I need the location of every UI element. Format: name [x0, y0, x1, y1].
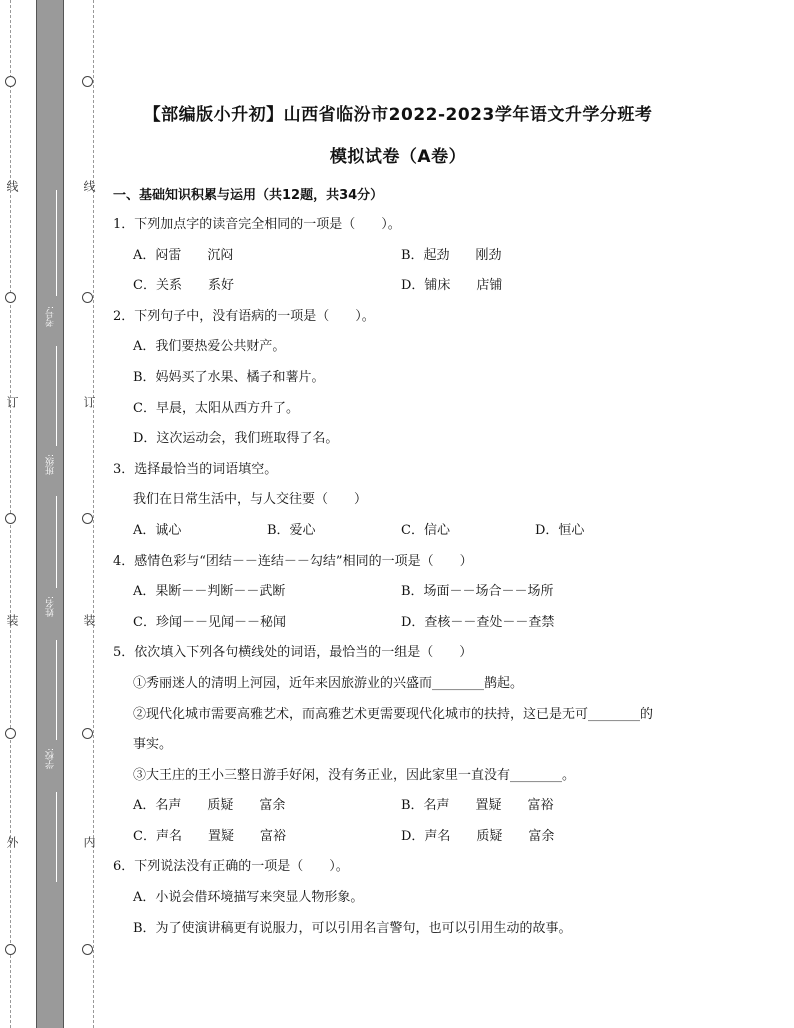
- inner-line-char: 线: [82, 180, 96, 192]
- option-a: A．诚心: [133, 522, 182, 538]
- option-a: A．闷雷 沉闷: [133, 247, 234, 263]
- question-stem: 2．下列句子中，没有语病的一项是（ ）。: [113, 308, 375, 324]
- binding-hole: [5, 513, 16, 524]
- binding-hole: [5, 76, 16, 87]
- field-underline: [56, 190, 57, 296]
- inner-line-char: 订: [82, 396, 96, 408]
- option-d: D．铺床 店铺: [401, 278, 503, 294]
- class-field: 班级:: [46, 454, 56, 476]
- question-stem: 6．下列说法没有正确的一项是（ ）。: [113, 859, 349, 875]
- option-c: C．关系 系好: [133, 278, 234, 294]
- binding-hole: [5, 728, 16, 739]
- option-a: A．名声 质疑 富余: [133, 798, 286, 814]
- option-b: B．起劲 刚劲: [401, 247, 502, 263]
- option-a: A．果断－－判断－－武断: [133, 584, 286, 600]
- option-c: C．信心: [401, 522, 450, 538]
- options-row: [113, 271, 683, 302]
- question-stem: 3．选择最恰当的词语填空。: [113, 461, 278, 477]
- option-b: B．名声 置疑 富裕: [401, 798, 554, 814]
- options-row: [113, 577, 683, 608]
- question-sentence: ②现代化城市需要高雅艺术，而高雅艺术更需要现代化城市的扶持，这已是无可________的: [133, 706, 654, 722]
- option-a: A．小说会借环境描写来突显人物形象。: [133, 890, 364, 906]
- options-row: [113, 516, 683, 547]
- option-b: B．场面－－场合－－场所: [401, 584, 554, 600]
- binding-bar: [36, 0, 64, 1028]
- options-row: [113, 608, 683, 639]
- option-c: C．珍闻－－见闻－－秘闻: [133, 614, 286, 630]
- option-d: D．声名 质疑 富余: [401, 828, 555, 844]
- name-field: 姓名:: [46, 596, 56, 618]
- exam-content: [113, 94, 683, 944]
- inner-line-char: 装: [82, 614, 96, 626]
- option-c: C．声名 置疑 富裕: [133, 828, 286, 844]
- option-b: B．爱心: [267, 522, 316, 538]
- question-sentence: 我们在日常生活中，与人交往要（ ）: [133, 492, 368, 508]
- question-sentence: ①秀丽迷人的清明上河园，近年来因旅游业的兴盛而________鹊起。: [133, 675, 524, 691]
- binding-hole: [5, 292, 16, 303]
- options-row: [113, 791, 683, 822]
- option-a: A．我们要热爱公共财产。: [133, 339, 286, 355]
- options-row: [113, 822, 683, 853]
- binding-hole: [82, 76, 93, 87]
- option-b: B．妈妈买了水果、橘子和薯片。: [133, 369, 325, 385]
- field-underline: [56, 496, 57, 588]
- binding-hole: [82, 728, 93, 739]
- option-c: C．早晨，太阳从西方升了。: [133, 400, 299, 416]
- field-underline: [56, 346, 57, 446]
- option-d: D．查核－－查处－－查禁: [401, 614, 555, 630]
- binding-hole: [82, 292, 93, 303]
- exam-title-line2: 模拟试卷（A卷）: [329, 147, 467, 167]
- exam-number-field: 考号:: [46, 306, 56, 328]
- outer-line-char: 装: [5, 614, 19, 626]
- exam-title-line1: 【部编版小升初】山西省临汾市2022-2023学年语文升学分班考: [143, 105, 653, 125]
- outer-line-char: 线: [5, 180, 19, 192]
- inner-line-char: 内: [82, 836, 96, 848]
- field-underline: [56, 640, 57, 740]
- binding-margin: [0, 0, 100, 1028]
- option-d: D．恒心: [535, 522, 585, 538]
- school-field: 学校:: [46, 748, 56, 770]
- binding-hole: [5, 944, 16, 955]
- options-row: [113, 241, 683, 272]
- option-b: B．为了使演讲稿更有说服力，可以引用名言警句，也可以引用生动的故事。: [133, 920, 572, 936]
- question-sentence: ③大王庄的王小三整日游手好闲，没有务正业，因此家里一直没有________。: [133, 767, 576, 783]
- field-underline: [56, 792, 57, 882]
- binding-hole: [82, 944, 93, 955]
- outer-line-char: 订: [5, 396, 19, 408]
- question-stem: 1．下列加点字的读音完全相同的一项是（ ）。: [113, 217, 401, 232]
- binding-hole: [82, 513, 93, 524]
- question-stem: 5．依次填入下列各句横线处的词语，最恰当的一组是（ ）: [113, 645, 473, 661]
- question-sentence: 事实。: [133, 737, 173, 753]
- inner-dash-line: [93, 0, 94, 1028]
- section-heading: 一、基础知识积累与运用（共12题，共34分）: [113, 188, 384, 203]
- question-stem: 4．感情色彩与“团结－－连结－－勾结”相同的一项是（ ）: [113, 553, 473, 569]
- option-d: D．这次运动会，我们班取得了名。: [133, 431, 339, 447]
- outer-line-char: 外: [5, 836, 19, 848]
